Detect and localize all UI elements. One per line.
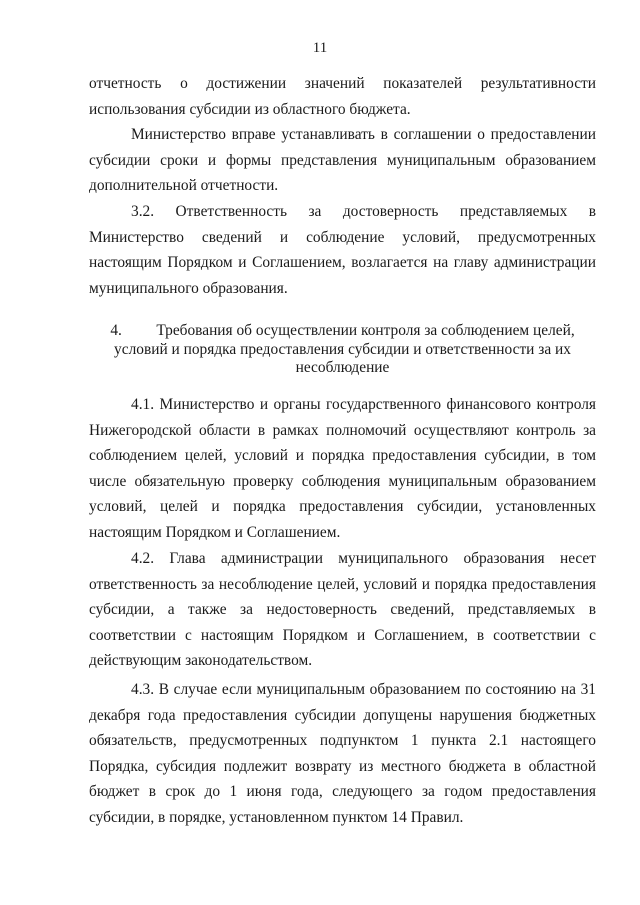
- section-4-heading-line1: [89, 322, 596, 341]
- section-title-part1: Требования об осуществлении контроля за соблюдением целей,: [156, 322, 575, 339]
- paragraph-continuation: отчетность о достижении значений показателей результативности использования субсидии из областного бюджета.: [89, 75, 596, 118]
- paragraph-3-2: 3.2. Ответственность за достоверность представляемых в Министерство сведений и соблюдение условий, предусмотренных настоящим Порядком и Соглашением, возлагается на главу администрации муниципального образования.: [89, 203, 596, 297]
- paragraph-4-1: 4.1. Министерство и органы государственного финансового контроля Нижегородской области в рамках полномочий осуществляют контроль за соблюдением целей, условий и порядка предоставления субсидии, в том числе обязательную проверку соблюдения муниципальным образованием условий, целей и порядка предоставления субсидии, установленных настоящим Порядком и Соглашением.: [89, 396, 596, 541]
- paragraph-4-2: 4.2. Глава администрации муниципального образования несет ответственность за несоблюдение целей, условий и порядка предоставления субсидии, а также за недостоверность сведений, представляемых в соответствии с настоящим Порядком и Соглашением, в соответствии с действующим законодательством.: [89, 550, 596, 669]
- section-4-heading-line2: условий и порядка предоставления субсидии и ответственности за их: [114, 340, 571, 358]
- section-4-heading: [89, 322, 596, 378]
- paragraph-ministry-rights: Министерство вправе устанавливать в соглашении о предоставлении субсидии сроки и формы представления муниципальным образованием дополнительной отчетности.: [89, 126, 596, 194]
- paragraph-4-3: 4.3. В случае если муниципальным образованием по состоянию на 31 декабря года предоставления субсидии допущены нарушения бюджетных обязательств, предусмотренных подпунктом 1 пункта 2.1 настоящего Порядка, субсидия подлежит возврату из местного бюджета в областной бюджет в срок до 1 июня года, следующего за годом предоставления субсидии, в порядке, установленном пунктом 14 Правил.: [89, 681, 596, 826]
- page-number: 11: [312, 40, 328, 56]
- section-4-heading-line3: несоблюдение: [295, 359, 390, 376]
- section-number: 4.: [110, 322, 122, 339]
